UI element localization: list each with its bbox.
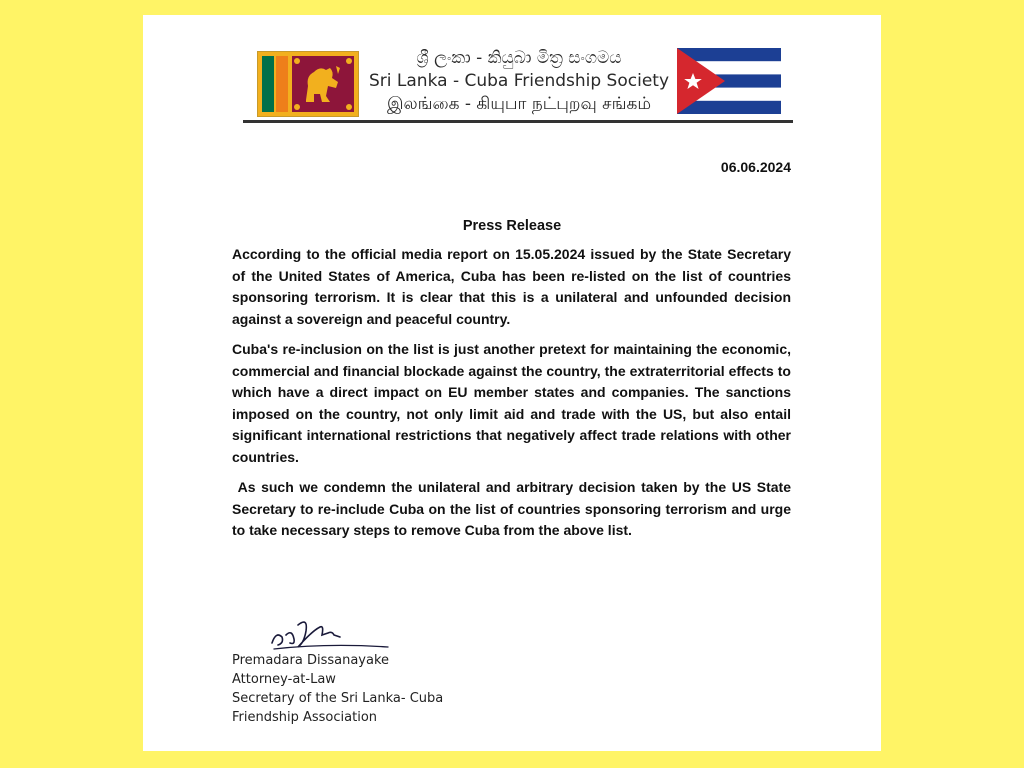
signatory-position-line2: Friendship Association bbox=[232, 710, 378, 725]
letterhead-english: Sri Lanka - Cuba Friendship Society bbox=[369, 71, 670, 91]
sri-lanka-flag-icon bbox=[257, 51, 359, 117]
document-date: 06.06.2024 bbox=[720, 159, 791, 175]
signatory-role: Attorney-at-Law bbox=[232, 672, 336, 687]
signatory-name: Premadara Dissanayake bbox=[232, 653, 390, 668]
letterhead-tamil: இலங்கை - கியுபா நட்புறவு சங்கம் bbox=[386, 94, 652, 114]
signatory-block bbox=[232, 651, 443, 727]
cuba-flag-icon bbox=[677, 48, 781, 114]
letterhead-divider bbox=[243, 120, 793, 123]
body-paragraph-3: As such we condemn the unilateral and arbitrary decision taken by the US State Secretary to re-include Cuba on the list of countries sponsoring terrorism and urge to take necessary steps to remove Cuba from the above list. bbox=[232, 479, 795, 538]
letterhead-sinhala: ශ්‍රී ලංකා - කියුබා මිත්‍ර සංගමය bbox=[416, 48, 622, 68]
letterhead bbox=[243, 47, 791, 139]
letterhead-title bbox=[369, 47, 669, 116]
document-title: Press Release bbox=[462, 218, 562, 234]
body-paragraph-1: According to the official media report on 15.05.2024 issued by the State Secretary of the United States of America, Cuba has been re-listed on the list of countries sponsoring terrorism. It is clear that this is a unilateral and unfounded decision against a sovereign and peaceful country. bbox=[232, 246, 791, 327]
handwritten-signature bbox=[268, 613, 418, 653]
signatory-position-line1: Secretary of the Sri Lanka- Cuba bbox=[232, 691, 444, 706]
document-body bbox=[232, 244, 795, 551]
press-release-page bbox=[143, 15, 881, 751]
body-paragraph-2: Cuba's re-inclusion on the list is just another pretext for maintaining the economic, commercial and financial blockade against the country, the extraterritorial effects to which have a direct impact on EU member states and companies. The sanctions imposed on the country, not only limit aid and trade with the US, but also entail significant international restrictions that negatively affect trade relations with other countries. bbox=[232, 341, 791, 465]
